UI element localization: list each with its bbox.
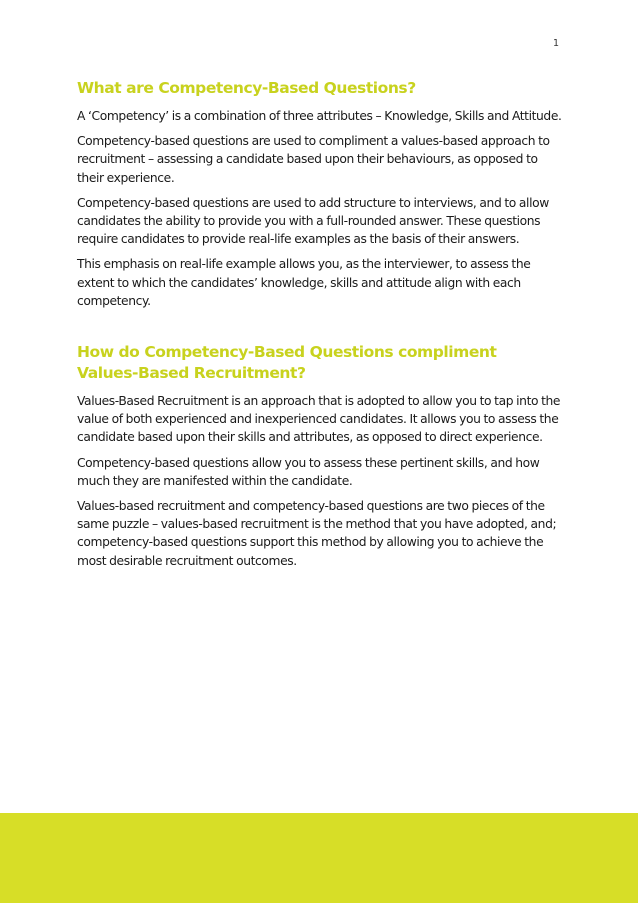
- footer-band: [0, 813, 638, 903]
- section-heading-line: Values-Based Recruitment?: [77, 364, 306, 383]
- document-body: [77, 78, 567, 577]
- paragraph: Competency-based questions allow you to assess these pertinent skills, and how much they are manifested within the candidate.: [77, 455, 540, 488]
- section-heading: [77, 342, 567, 384]
- paragraph: A ‘Competency’ is a combination of three attributes – Knowledge, Skills and Attitude.: [77, 109, 562, 123]
- paragraph: This emphasis on real-life example allows you, as the interviewer, to assess the extent to which the candidates’ knowledge, skills and attitude align with each competency.: [77, 257, 531, 308]
- section-what-are-competency-questions: [77, 78, 567, 310]
- section-heading-line: What are Competency-Based Questions?: [77, 79, 416, 97]
- paragraph: Values-Based Recruitment is an approach that is adopted to allow you to tap into the value of both experienced and inexperienced candidates. It allows you to assess the candidate based upon their skills and attributes, as opposed to direct experience.: [77, 394, 561, 445]
- paragraph: Competency-based questions are used to compliment a values-based approach to recruitment – assessing a candidate based upon their behaviours, as opposed to their experience.: [77, 134, 550, 185]
- section-heading-line: How do Competency-Based Questions compliment: [77, 343, 497, 362]
- page-number: 1: [553, 38, 560, 49]
- paragraph: Values-based recruitment and competency-based questions are two pieces of the same puzzle – values-based recruitment is the method that you have adopted, and; competency-based questions support this method by allowing you to achieve the most desirable recruitment outcomes.: [77, 499, 557, 568]
- paragraph: Competency-based questions are used to add structure to interviews, and to allow candidates the ability to provide you with a full-rounded answer. These questions require candidates to provide real-life examples as the basis of their answers.: [77, 195, 549, 247]
- section-heading: [77, 78, 567, 99]
- section-how-competency-compliments-values: [77, 342, 567, 570]
